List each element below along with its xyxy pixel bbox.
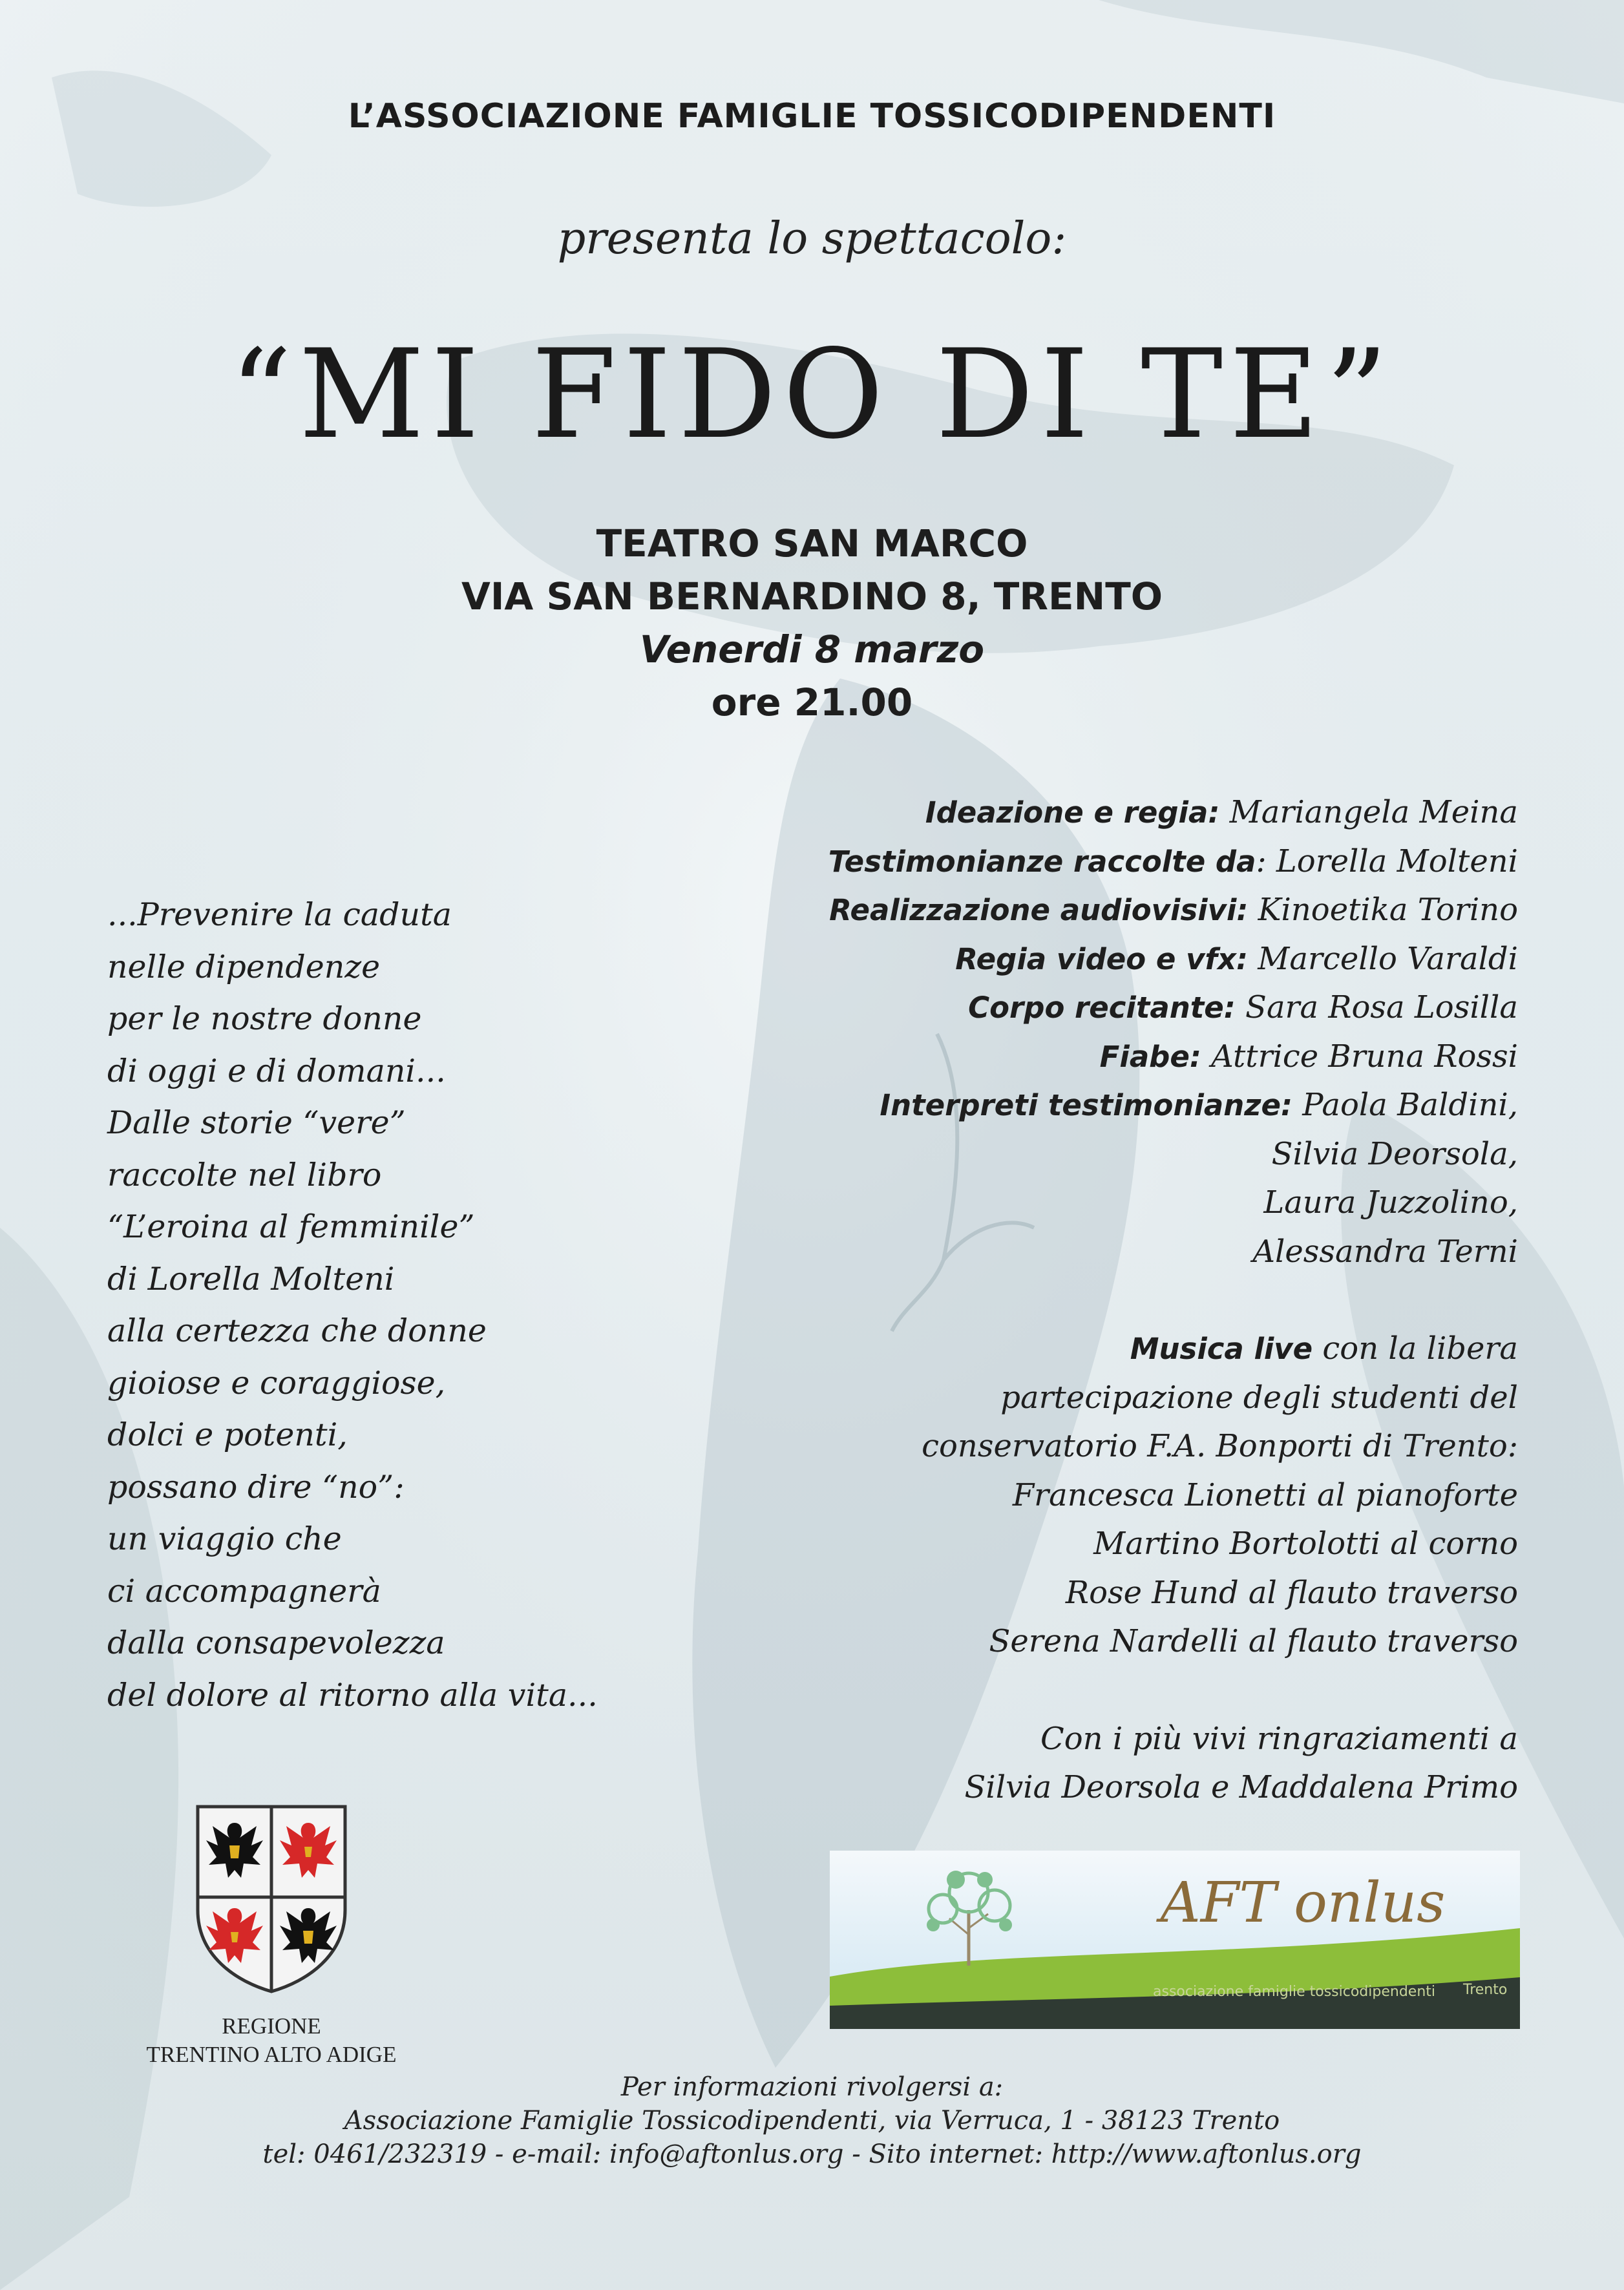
show-title: “MI FIDO DI TE” [229, 323, 1395, 466]
presents-line: presenta lo spettacolo: [557, 213, 1067, 264]
credit-role: Regia video e vfx: [955, 941, 1249, 976]
aft-logo-city: Trento [1463, 1982, 1508, 1998]
aft-logo-name: AFT onlus [1160, 1871, 1446, 1935]
credit-line [678, 935, 1518, 984]
credit-line [678, 886, 1518, 935]
poem-line: del dolore al ritorno alla vita... [107, 1676, 598, 1714]
credit-name: Sara Rosa Losilla [1235, 989, 1518, 1025]
credits-block [678, 788, 1518, 1812]
poem-line: di oggi e di domani... [107, 1052, 446, 1089]
intro-poem [107, 889, 689, 1721]
music-line: conservatorio F.A. Bonporti di Trento: [922, 1428, 1518, 1464]
venue-theatre: TEATRO SAN MARCO [596, 521, 1028, 565]
poem-line: Dalle storie “vere” [107, 1104, 406, 1141]
interpreter-name: Laura Juzzolino, [1263, 1184, 1518, 1221]
music-line: Rose Hund al flauto traverso [1065, 1574, 1518, 1611]
credit-line [678, 788, 1518, 837]
credit-name: Attrice Bruna Rossi [1201, 1038, 1518, 1075]
credit-role: Corpo recitante: [968, 991, 1236, 1025]
association-heading: L’ASSOCIAZIONE FAMIGLIE TOSSICODIPENDENTI [348, 97, 1276, 136]
credit-role: Ideazione e regia: [925, 795, 1220, 830]
poem-line: di Lorella Molteni [107, 1260, 395, 1297]
poem-line: nelle dipendenze [107, 948, 381, 985]
poem-line: possano dire “no”: [107, 1468, 405, 1506]
music-line: Martino Bortolotti al corno [1093, 1526, 1518, 1562]
poem-line: raccolte nel libro [107, 1156, 382, 1193]
credit-name: Paola Baldini, [1292, 1087, 1518, 1123]
poem-line: ci accompagnerà [107, 1572, 381, 1610]
credit-line [678, 1081, 1518, 1130]
poem-line: dalla consapevolezza [107, 1624, 445, 1661]
poem-line: alla certezza che donne [107, 1312, 487, 1349]
credit-name: : Lorella Molteni [1256, 843, 1518, 879]
contact-footer [0, 2070, 1624, 2171]
footer-address: Associazione Famiglie Tossicodipendenti, via Verruca, 1 - 38123 Trento [344, 2106, 1280, 2136]
credit-name: Kinoetika Torino [1248, 892, 1518, 928]
region-line: REGIONE [222, 2013, 321, 2039]
thanks-line: Silvia Deorsola e Maddalena Primo [964, 1769, 1518, 1805]
credit-line [678, 1033, 1518, 1082]
music-intro: con la libera [1313, 1330, 1518, 1367]
credit-line [678, 983, 1518, 1033]
thanks-line: Con i più vivi ringraziamenti a [1040, 1720, 1518, 1757]
region-line: TRENTINO ALTO ADIGE [146, 2042, 397, 2067]
poem-line: dolci e potenti, [107, 1416, 348, 1453]
poem-line: gioiose e coraggiose, [107, 1364, 446, 1402]
credit-name: Marcello Varaldi [1248, 940, 1518, 977]
event-date: Venerdi 8 marzo [639, 627, 985, 671]
credit-name: Mariangela Meina [1219, 794, 1518, 830]
poem-line: “L’eroina al femminile” [107, 1208, 475, 1245]
footer-line: Per informazioni rivolgersi a: [620, 2072, 1004, 2102]
aft-onlus-logo [830, 1851, 1520, 2029]
credit-role: Interpreti testimonianze: [880, 1088, 1293, 1122]
music-line: Serena Nardelli al flauto traverso [989, 1623, 1518, 1659]
credit-role: Realizzazione audiovisivi: [829, 893, 1249, 927]
spacer [678, 1276, 1518, 1325]
poem-line: ...Prevenire la caduta [107, 896, 452, 933]
venue-block [0, 517, 1624, 729]
venue-address: VIA SAN BERNARDINO 8, TRENTO [461, 574, 1163, 618]
music-label: Musica live [1130, 1332, 1313, 1366]
region-coat-of-arms-icon [191, 1800, 352, 1994]
poem-line: per le nostre donne [107, 1000, 422, 1037]
music-line: partecipazione degli studenti del [1000, 1379, 1518, 1416]
interpreter-name: Alessandra Terni [1252, 1233, 1518, 1270]
credit-role: Fiabe: [1099, 1039, 1201, 1074]
poem-line: un viaggio che [107, 1520, 342, 1557]
spacer [678, 1666, 1518, 1715]
music-line: Francesca Lionetti al pianoforte [1012, 1476, 1518, 1513]
music-heading [678, 1325, 1518, 1374]
event-time: ore 21.00 [711, 680, 913, 724]
footer-contacts: tel: 0461/232319 - e-mail: info@aftonlus.org - Sito internet: http://www.aftonlus.org [262, 2139, 1362, 2169]
credit-line [678, 837, 1518, 887]
region-caption [90, 2012, 452, 2069]
aft-logo-tagline: associazione famiglie tossicodipendenti [1153, 1984, 1436, 2000]
interpreter-name: Silvia Deorsola, [1271, 1135, 1518, 1172]
credit-role: Testimonianze raccolte da [828, 844, 1256, 879]
